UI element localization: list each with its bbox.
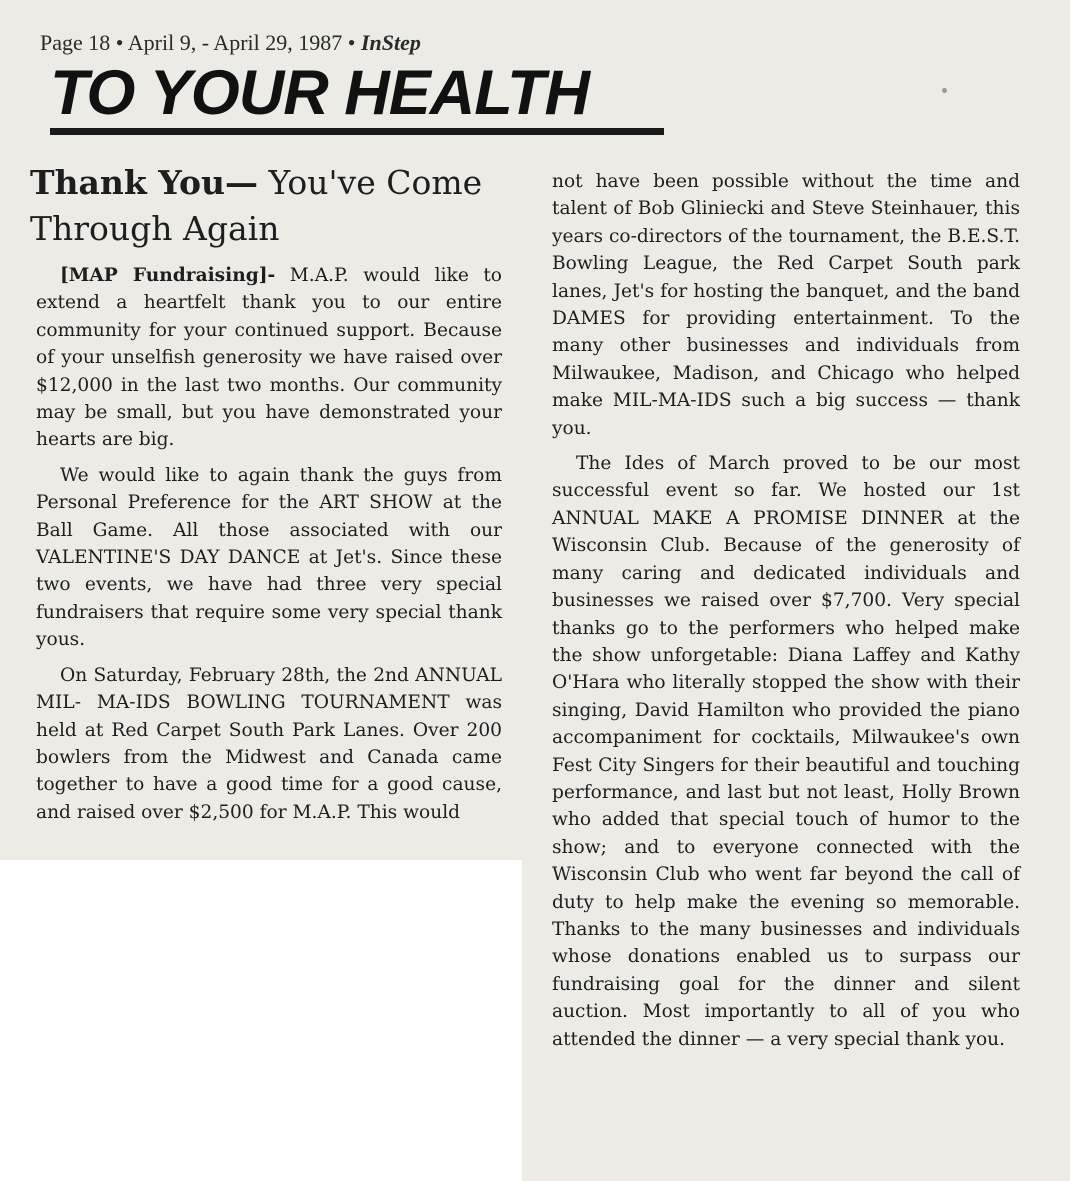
article-dateline: [MAP Fundraising]- bbox=[60, 265, 276, 286]
article-title-bold: Thank You— bbox=[30, 163, 258, 202]
article-paragraph: not have been possible without the time and talent of Bob Gliniecki and Steve Steinhauer, this years co-directors of the tournament, the B.E.S.T. Bowling League, the Red Carpet South park lanes, Jet's for hosting the banquet, and the band DAMES for providing entertainment. To the many other businesses and individuals from Milwaukee, Madison, and Chicago who helped make MIL-MA-IDS such a big success — thank you. bbox=[552, 171, 1020, 439]
article-paragraph bbox=[36, 262, 502, 454]
article-title-rest: You've Come Through Again bbox=[30, 163, 483, 248]
page-header bbox=[40, 30, 421, 56]
article-column-1 bbox=[36, 262, 502, 834]
article-paragraph: The Ides of March proved to be our most successful event so far. We hosted our 1st ANNUAL MAKE A PROMISE DINNER at the Wisconsin Club. Because of the generosity of many caring and dedicated individuals and businesses we raised over $7,700. Very special thanks go to the performers who helped make the show unforgetable: Diana Laffey and Kathy O'Hara who literally stopped the show with their singing, David Hamilton who provided the piano accompaniment for cocktails, Milwaukee's own Fest City Singers for their beautiful and touching performance, and last but not least, Holly Brown who added that special touch of humor to the show; and to everyone connected with the Wisconsin Club who went far beyond the call of duty to help make the evening so memorable. Thanks to the many businesses and individuals whose donations enabled us to surpass our fundraising goal for the dinner and silent auction. Most importantly to all of you who attended the dinner — a very special thank you. bbox=[552, 453, 1020, 1050]
article-paragraph: On Saturday, February 28th, the 2nd ANNUAL MIL- MA-IDS BOWLING TOURNAMENT was held at Red Carpet South Park Lanes. Over 200 bowlers from the Midwest and Canada came together to have a good time for a good cause, and raised over $2,500 for M.A.P. This would bbox=[36, 664, 502, 823]
speck bbox=[942, 88, 947, 93]
page-date-line: Page 18 • April 9, - April 29, 1987 • bbox=[40, 30, 361, 55]
section-title: TO YOUR HEALTH bbox=[50, 58, 664, 135]
article-paragraph-text: M.A.P. would like to extend a heartfelt thank you to our entire community for your continued support. Because of your unselfish generosity we have raised over $12,000 in the last two months. Our community may be small, but you have demonstrated your hearts are big. bbox=[36, 265, 502, 451]
article-column-2 bbox=[552, 168, 1020, 1061]
publication-name: InStep bbox=[360, 30, 421, 55]
article-paragraph: We would like to again thank the guys from Personal Preference for the ART SHOW at the Ball Game. All those associated with our VALENTINE'S DAY DANCE at Jet's. Since these two events, we have had three very special fundraisers that require some very special thank yous. bbox=[36, 464, 502, 651]
article-title bbox=[30, 160, 510, 252]
